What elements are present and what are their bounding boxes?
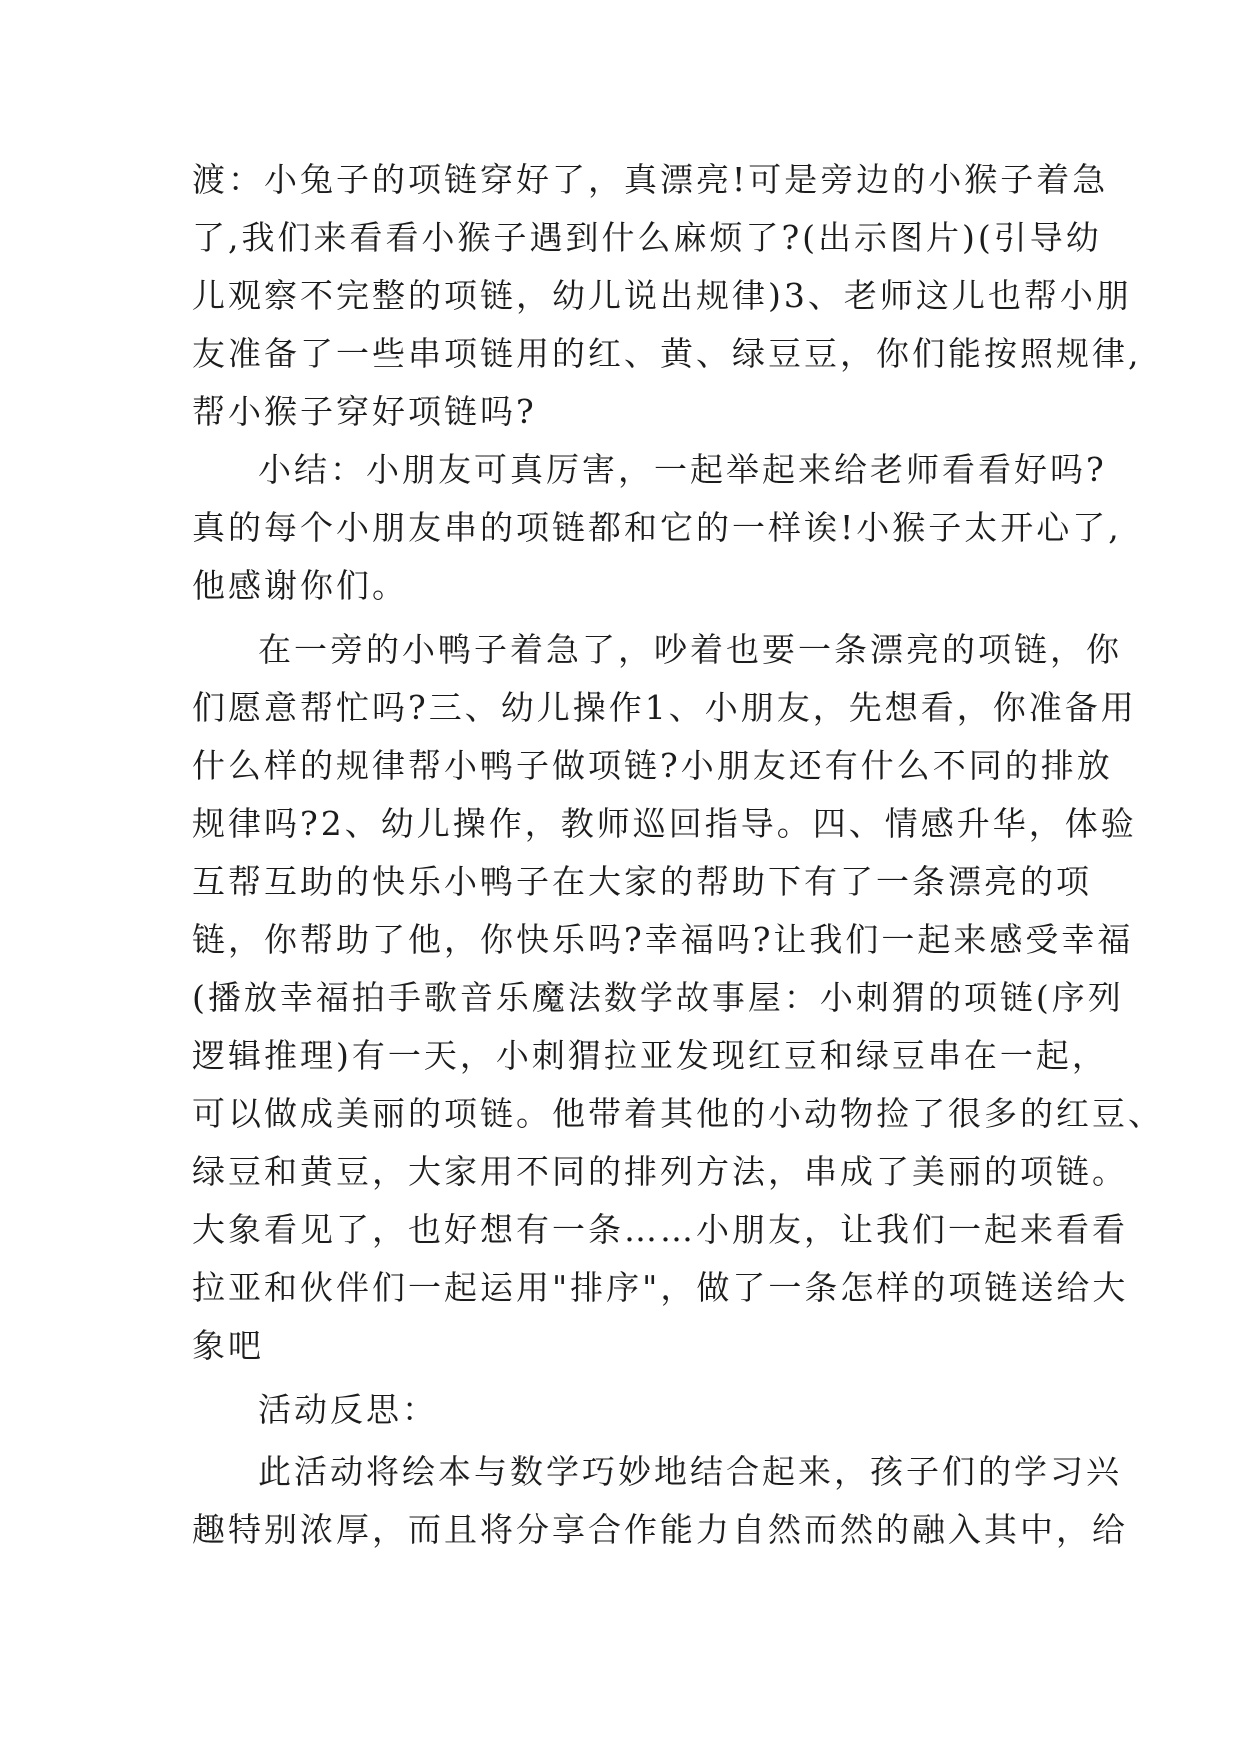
text-line: 链，你帮助了他，你快乐吗?幸福吗?让我们一起来感受幸福 (192, 920, 1134, 959)
text-line: 拉亚和伙伴们一起运用"排序"，做了一条怎样的项链送给大 (192, 1268, 1129, 1307)
text-line: 渡：小兔子的项链穿好了，真漂亮!可是旁边的小猴子着急 (192, 160, 1109, 199)
text-line: 友准备了一些串项链用的红、黄、绿豆豆，你们能按照规律, (192, 334, 1142, 373)
text-line: 什么样的规律帮小鸭子做项链?小朋友还有什么不同的排放 (192, 746, 1113, 785)
paragraph-first-line: 此活动将绘本与数学巧妙地结合起来，孩子们的学习兴 (258, 1452, 1122, 1491)
text-line: 趣特别浓厚，而且将分享合作能力自然而然的融入其中，给 (192, 1510, 1128, 1549)
text-line: 绿豆和黄豆，大家用不同的排列方法，串成了美丽的项链。 (192, 1152, 1128, 1191)
text-line: 逻辑推理)有一天，小刺猬拉亚发现红豆和绿豆串在一起， (192, 1036, 1108, 1075)
section-heading: 活动反思： (258, 1390, 438, 1429)
text-line: 可以做成美丽的项链。他带着其他的小动物捡了很多的红豆、 (192, 1094, 1164, 1133)
text-line: 大象看见了，也好想有一条……小朋友，让我们一起来看看 (192, 1210, 1128, 1249)
paragraph-first-line: 在一旁的小鸭子着急了，吵着也要一条漂亮的项链，你 (258, 630, 1122, 669)
text-line: 帮小猴子穿好项链吗? (192, 392, 537, 431)
paragraph-first-line: 小结：小朋友可真厉害，一起举起来给老师看看好吗? (258, 450, 1107, 489)
text-line: 规律吗?2、幼儿操作，教师巡回指导。四、情感升华，体验 (192, 804, 1137, 843)
text-line: (播放幸福拍手歌音乐魔法数学故事屋：小刺猬的项链(序列 (192, 978, 1124, 1017)
text-line: 他感谢你们。 (192, 566, 408, 605)
text-line: 象吧 (192, 1326, 264, 1365)
text-line: 了,我们来看看小猴子遇到什么麻烦了?(出示图片)(引导幼 (192, 218, 1102, 257)
text-line: 互帮互助的快乐小鸭子在大家的帮助下有了一条漂亮的项 (192, 862, 1092, 901)
text-line: 真的每个小朋友串的项链都和它的一样诶!小猴子太开心了, (192, 508, 1122, 547)
text-line: 们愿意帮忙吗?三、幼儿操作1、小朋友，先想看，你准备用 (192, 688, 1137, 727)
text-line: 儿观察不完整的项链，幼儿说出规律)3、老师这儿也帮小朋 (192, 276, 1132, 315)
